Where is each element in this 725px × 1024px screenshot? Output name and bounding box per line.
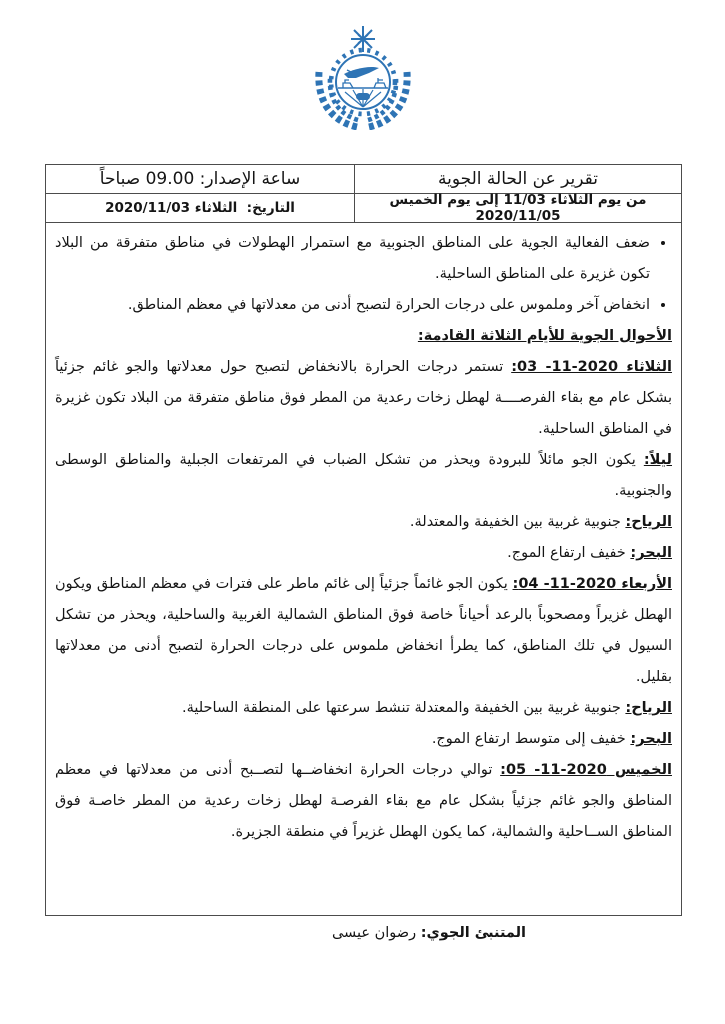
report-date: التاريخ: الثلاثاء 2020/11/03 bbox=[105, 200, 295, 216]
wednesday-wind bbox=[55, 693, 672, 724]
report-period: من يوم الثلاثاء 11/03 إلى يوم الخميس 2020/11/05 bbox=[354, 194, 681, 222]
wednesday-text: يكون الجو غائماً جزئياً إلى غائم ماطر على فترات في معظم المناطق ويكون الهطل غزيراً ومصحوباً بالرعد أحياناً خاصة فوق المناطق الشمالية الغربية والساحلية، ويحذر من تشكل السيول في تلك المناطق، كما يطرأ انخفاض ملموس على درجات الحرارة لتصبح أدنى من معدلاتها بقليل. bbox=[55, 576, 672, 685]
sea-text: خفيف إلى متوسط ارتفاع الموج. bbox=[431, 731, 631, 747]
forecast-tuesday bbox=[55, 352, 672, 445]
header-row-title bbox=[46, 165, 681, 194]
header-row-date bbox=[46, 194, 681, 223]
forecast-heading bbox=[55, 321, 672, 352]
meteorology-emblem-icon bbox=[298, 24, 428, 130]
forecaster-name: رضوان عيسى bbox=[331, 925, 421, 941]
wind-label: الرياح: bbox=[625, 700, 672, 716]
night-label: ليلاً: bbox=[643, 452, 672, 468]
wednesday-sea bbox=[55, 724, 672, 755]
sea-text: خفيف ارتفاع الموج. bbox=[507, 545, 631, 561]
meteorology-logo bbox=[0, 24, 725, 130]
weather-report-table bbox=[45, 164, 682, 941]
report-title: تقرير عن الحالة الجوية bbox=[354, 165, 681, 193]
thursday-text: توالي درجات الحرارة انخفاضــها لتصــبح أدنى من معدلاتها في معظم المناطق والجو غائم جزئياً بشكل عام مع بقاء الفرصـة لهطل زخات رعدية من المطر خاصـة فوق المناطق الســاحلية والشمالية، كما يكون الهطل غزيراً في منطقة الجزيرة. bbox=[55, 762, 672, 840]
wind-text: جنوبية غربية بين الخفيفة والمعتدلة. bbox=[409, 514, 626, 530]
summary-list bbox=[55, 228, 672, 321]
tuesday-night bbox=[55, 445, 672, 507]
forecaster-signature bbox=[55, 918, 526, 949]
tuesday-label: الثلاثاء ‪03 -11-2020‬: bbox=[511, 359, 672, 375]
tuesday-text: تستمر درجات الحرارة بالانخفاض لتصبح حول معدلاتها والجو غائم جزئياً بشكل عام مع بقاء الفرصــــة لهطل زخات رعدية من المطر فوق مناطق متفرقة من البلاد تكون غزيرة في المناطق الساحلية. bbox=[55, 359, 672, 437]
report-body bbox=[46, 223, 681, 941]
tuesday-wind bbox=[55, 507, 672, 538]
forecast-heading-text: الأحوال الجوية للأيام الثلاثة القادمة: bbox=[417, 328, 672, 344]
sea-label: البحر: bbox=[630, 731, 672, 747]
summary-bullet-1: • ضعف الفعالية الجوية على المناطق الجنوبية مع استمرار الهطولات في مناطق متفرقة من البلاد تكون غزيرة على المناطق الساحلية. bbox=[55, 228, 650, 290]
tuesday-sea bbox=[55, 538, 672, 569]
issue-time: ساعة الإصدار: 09.00 صباحاً bbox=[99, 169, 301, 189]
sea-label: البحر: bbox=[630, 545, 672, 561]
wind-text: جنوبية غربية بين الخفيفة والمعتدلة تنشط سرعتها على المنطقة الساحلية. bbox=[182, 700, 626, 716]
forecast-wednesday bbox=[55, 569, 672, 693]
summary-bullet-2: • انخفاض آخر وملموس على درجات الحرارة لتصبح أدنى من معدلاتها في معظم المناطق. bbox=[55, 290, 650, 321]
forecaster-label: المتنبئ الجوي: bbox=[420, 925, 526, 941]
wind-label: الرياح: bbox=[625, 514, 672, 530]
thursday-label: الخميس ‪05 -11-2020‬: bbox=[500, 762, 672, 778]
forecast-thursday bbox=[55, 755, 672, 848]
night-text: يكون الجو مائلاً للبرودة ويحذر من تشكل الضباب في المرتفعات الجبلية والمناطق الوسطى والجنوبية. bbox=[55, 452, 672, 499]
wednesday-label: الأربعاء ‪04 -11-2020‬: bbox=[512, 576, 672, 592]
